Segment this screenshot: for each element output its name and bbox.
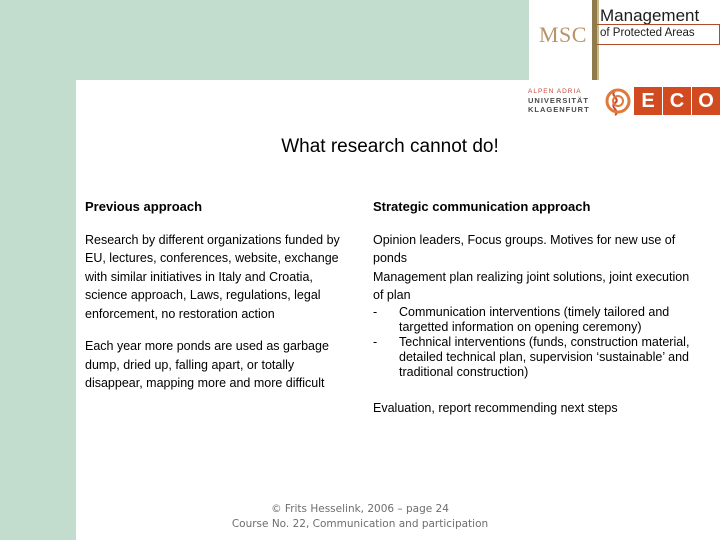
bullet-text-1: Communication interventions (timely tailored and targetted information on opening ceremony) <box>399 304 670 334</box>
eco-swirl-icon <box>604 87 632 115</box>
msc-logo <box>533 0 720 80</box>
university-line-3: KLAGENFURT <box>528 105 590 114</box>
bullet-marker: - <box>373 334 378 349</box>
footer-course: Course No. 22, Communication and participation <box>231 518 489 530</box>
msc-mark: MSC <box>539 22 587 47</box>
left-column <box>85 198 355 393</box>
footer <box>0 502 720 532</box>
eco-logo <box>604 85 720 117</box>
university-line-2: UNIVERSITÄT <box>528 96 590 105</box>
bullet-item <box>373 305 693 335</box>
slide-title: What research cannot do! <box>281 136 499 157</box>
left-header: Previous approach <box>85 199 203 214</box>
bullet-item <box>373 335 693 380</box>
eco-letter-e: E <box>634 87 662 115</box>
eco-letter-o: O <box>692 87 720 115</box>
right-intro-1: Opinion leaders, Focus groups. Motives for new use of ponds <box>373 232 676 265</box>
left-paragraph-1: Research by different organizations funded by EU, lectures, conferences, website, exchange with similar initiatives in Italy and Croatia, science approach, Laws, regulations, legal enforcement, no restoration action <box>85 232 340 321</box>
right-column <box>373 198 693 417</box>
logo-subtitle: of Protected Areas <box>600 27 695 39</box>
university-line-1: ALPEN ADRIA <box>528 88 582 95</box>
header-band <box>0 0 529 80</box>
right-header: Strategic communication approach <box>373 199 591 214</box>
bullet-text-2: Technical interventions (funds, construction material, detailed technical plan, supervision ‘sustainable’ and traditional construction) <box>399 334 690 379</box>
right-intro-2: Management plan realizing joint solutions, joint execution of plan <box>373 269 690 302</box>
left-paragraph-2: Each year more ponds are used as garbage dump, dried up, falling apart, or totally disappear, mapping more and more difficult <box>85 339 329 390</box>
footer-copyright: © Frits Hesselink, 2006 – page 24 <box>271 503 449 515</box>
right-closing: Evaluation, report recommending next steps <box>373 400 618 415</box>
logo-title: Management <box>600 6 700 25</box>
bullet-marker: - <box>373 304 378 319</box>
eco-letter-c: C <box>663 87 691 115</box>
